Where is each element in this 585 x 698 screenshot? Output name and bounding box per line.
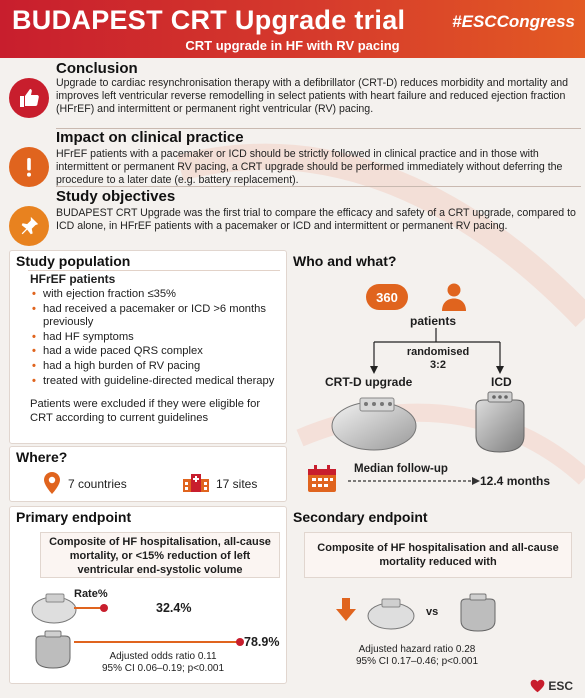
hospital-icon — [183, 474, 209, 497]
down-arrow-icon — [336, 598, 356, 622]
primary-ci: 95% CI 0.06–0.19; p<0.001 — [101, 663, 225, 674]
vs-label: vs — [426, 606, 439, 618]
list-item: • had a high burden of RV pacing — [30, 360, 282, 374]
odds-ratio: Adjusted odds ratio 0.11 — [109, 651, 217, 662]
list-item: • had a wide paced QRS complex — [30, 345, 282, 359]
location-pin-icon — [44, 472, 60, 499]
ratio-label: 3:2 — [430, 359, 446, 371]
patient-count-badge: 360 — [366, 284, 408, 310]
secondary-definition: Composite of HF hospitalisation and all-cause mortality reduced with — [317, 542, 559, 568]
countries-count: 7 countries — [68, 477, 127, 491]
list-item: • with ejection fraction ≤35% — [30, 288, 282, 302]
calendar-icon — [307, 465, 337, 493]
objectives-title: Study objectives — [56, 188, 176, 205]
icd-device-icon — [470, 390, 530, 456]
arm-icd-label: ICD — [491, 375, 512, 389]
randomised-label: randomised 3:2 — [400, 346, 476, 372]
list-item: • had received a pacemaker or ICD >6 months previously — [30, 303, 282, 330]
list-item: • had HF symptoms — [30, 331, 282, 345]
rate-icd-value: 78.9% — [244, 635, 280, 649]
divider — [28, 270, 280, 271]
primary-title: Primary endpoint — [16, 509, 132, 525]
divider — [56, 186, 581, 187]
objectives-text: BUDAPEST CRT Upgrade was the first trial to compare the efficacy and safety of a CRT upgrade, compared to ICD alone, in HFrEF patients with a pacemaker or ICD and intermittent or permanent RV pacing. — [56, 207, 576, 232]
bar-icd-end — [236, 638, 244, 646]
inclusion-list — [30, 288, 282, 389]
secondary-stats — [332, 644, 502, 668]
pin-icon — [9, 206, 49, 246]
exclamation-icon — [9, 147, 49, 187]
crt-device-icon — [330, 392, 418, 452]
conclusion-text: Upgrade to cardiac resynchronisation therapy with a defibrillator (CRT-D) reduces morbidity and mortality and improves left ventricular reverse remodelling in select patients with heart failure and reduced ejection fraction (HFrEF) and intermittent or permanent right ventricular (RV) pacing. — [56, 77, 569, 115]
exclusion-text: Patients were excluded if they were eligible for CRT according to current guidelines — [30, 398, 261, 424]
who-title: Who and what? — [293, 253, 397, 269]
patients-label: patients — [410, 314, 457, 328]
followup-label: Median follow-up — [354, 463, 448, 475]
rate-crt-value: 32.4% — [156, 601, 192, 615]
icd-device-icon — [458, 593, 498, 633]
crt-device-icon — [30, 590, 78, 624]
conclusion-title: Conclusion — [56, 60, 138, 77]
followup-value: 12.4 months — [480, 474, 551, 488]
arm-crt-label: CRT-D upgrade — [325, 375, 413, 389]
thumbs-up-icon — [9, 78, 49, 118]
hashtag: #ESCCongress — [452, 12, 575, 31]
population-subtitle: HFrEF patients — [30, 272, 116, 286]
bar-crt-end — [100, 604, 108, 612]
header-banner — [0, 0, 585, 58]
followup-arrow — [348, 476, 480, 486]
icd-device-icon — [33, 630, 73, 670]
page-title: BUDAPEST CRT Upgrade trial — [12, 5, 406, 35]
rate-label: Rate% — [74, 588, 108, 600]
heart-icon — [530, 679, 545, 693]
hazard-ratio: Adjusted hazard ratio 0.28 — [358, 644, 476, 655]
population-title: Study population — [16, 253, 131, 269]
primary-definition: Composite of HF hospitalisation, all-cause mortality, or <15% reduction of left ventricular end-systolic volume — [49, 536, 271, 576]
impact-title: Impact on clinical practice — [56, 129, 244, 146]
secondary-ci: 95% CI 0.17–0.46; p<0.001 — [355, 656, 479, 667]
page-subtitle: CRT upgrade in HF with RV pacing — [185, 38, 400, 53]
esc-logo: ESC — [530, 679, 573, 693]
where-title: Where? — [16, 449, 68, 465]
person-icon — [442, 283, 466, 316]
impact-text: HFrEF patients with a pacemaker or ICD should be strictly followed in clinical practice and in those with intermittent or permanent RV pacing, a CRT upgrade should be performed immediately without deferring the procedure to a later date (e.g. battery replacement). — [56, 148, 563, 186]
crt-device-icon — [366, 596, 416, 630]
primary-stats — [78, 651, 248, 675]
list-item: • treated with guideline-directed medical therapy — [30, 375, 282, 389]
secondary-title: Secondary endpoint — [293, 509, 428, 525]
sites-count: 17 sites — [216, 477, 258, 491]
